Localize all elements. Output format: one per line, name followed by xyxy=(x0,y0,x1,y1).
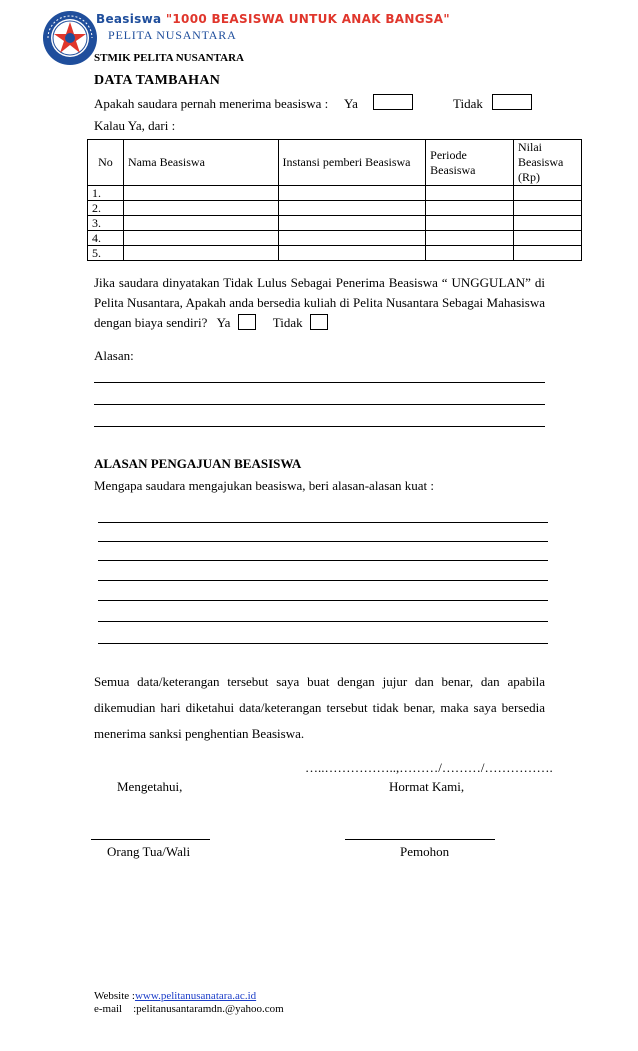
cell-nilai[interactable] xyxy=(514,216,582,231)
alasan-line[interactable] xyxy=(98,643,548,644)
institution-name: STMIK PELITA NUSANTARA xyxy=(94,52,244,64)
cell-periode[interactable] xyxy=(426,246,514,261)
col-header-periode: Periode Beasiswa xyxy=(426,140,514,186)
unggulan-yes-label: Ya xyxy=(216,315,231,330)
website-link[interactable]: www.pelitanusanatara.ac.id xyxy=(134,990,257,1002)
cell-nama[interactable] xyxy=(123,216,278,231)
guardian-name-label: Orang Tua/Wali xyxy=(107,844,191,859)
cell-nilai[interactable] xyxy=(514,231,582,246)
declaration-text: Semua data/keterangan tersebut saya buat dengan jujur dan benar, dan apabila dikemudian hari diketahui data/keterangan tersebut tidak benar, maka saya bersedia menerima sanksi penghentian Beasiswa. xyxy=(94,674,545,741)
cell-instansi[interactable] xyxy=(278,186,426,201)
brand-title xyxy=(96,12,450,26)
unggulan-no-label: Tidak xyxy=(272,315,303,330)
cell-nilai[interactable] xyxy=(514,201,582,216)
option-no-label: Tidak xyxy=(453,96,483,111)
col-header-nilai: Nilai Beasiswa (Rp) xyxy=(514,140,582,186)
cell-nama[interactable] xyxy=(123,201,278,216)
row-number: 3. xyxy=(88,216,124,231)
alasan-line[interactable] xyxy=(98,522,548,523)
reason-label: Alasan: xyxy=(94,348,134,363)
alasan-line[interactable] xyxy=(98,580,548,581)
date-line[interactable]: …..……………..,………/………/……………. xyxy=(305,760,553,775)
cell-nama[interactable] xyxy=(123,246,278,261)
table-row xyxy=(88,231,582,246)
section-title-data-tambahan: DATA TAMBAHAN xyxy=(94,73,221,88)
pelita-nusantara-logo-icon xyxy=(42,10,98,66)
row-number: 5. xyxy=(88,246,124,261)
row-number: 2. xyxy=(88,201,124,216)
cell-instansi[interactable] xyxy=(278,216,426,231)
cell-periode[interactable] xyxy=(426,231,514,246)
option-yes-label: Ya xyxy=(344,96,358,111)
cell-nama[interactable] xyxy=(123,186,278,201)
unggulan-question xyxy=(94,273,545,333)
email-value: pelitanusantaramdn.@yahoo.com xyxy=(136,1003,284,1015)
email-label: e-mail : xyxy=(94,1003,137,1015)
table-row xyxy=(88,216,582,231)
table-row xyxy=(88,186,582,201)
alasan-line[interactable] xyxy=(98,621,548,622)
row-number: 1. xyxy=(88,186,124,201)
col-header-nama: Nama Beasiswa xyxy=(123,140,278,186)
hormat-kami-label: Hormat Kami, xyxy=(389,779,465,794)
checkbox-no[interactable] xyxy=(492,94,532,110)
mengetahui-label: Mengetahui, xyxy=(117,779,183,794)
unggulan-text: Jika saudara dinyatakan Tidak Lulus Sebagai Penerima Beasiswa “ UNGGULAN” di Pelita Nusantara, Apakah anda bersedia kuliah di Pelita Nusantara Sebagai Mahasiswa dengan biaya sendiri? xyxy=(94,275,545,330)
website-label: Website : xyxy=(94,990,135,1002)
reason-line[interactable] xyxy=(94,382,545,383)
cell-periode[interactable] xyxy=(426,186,514,201)
row-number: 4. xyxy=(88,231,124,246)
col-header-no: No xyxy=(88,140,124,186)
cell-nama[interactable] xyxy=(123,231,278,246)
cell-instansi[interactable] xyxy=(278,201,426,216)
brand-slogan: "1000 BEASISWA UNTUK ANAK BANGSA" xyxy=(165,12,450,26)
cell-instansi[interactable] xyxy=(278,246,426,261)
alasan-line[interactable] xyxy=(98,560,548,561)
cell-instansi[interactable] xyxy=(278,231,426,246)
scholarship-table xyxy=(87,139,582,261)
col-header-instansi: Instansi pemberi Beasiswa xyxy=(278,140,426,186)
table-row xyxy=(88,201,582,216)
brand-word: Beasiswa xyxy=(96,12,162,26)
reason-line[interactable] xyxy=(94,404,545,405)
guardian-signature-line[interactable] xyxy=(91,839,210,840)
reason-line[interactable] xyxy=(94,426,545,427)
from-label: Kalau Ya, dari : xyxy=(94,118,176,133)
applicant-signature-line[interactable] xyxy=(345,839,495,840)
footer-website xyxy=(94,990,256,1002)
cell-nilai[interactable] xyxy=(514,246,582,261)
footer-email xyxy=(94,1003,284,1015)
cell-periode[interactable] xyxy=(426,201,514,216)
table-row xyxy=(88,246,582,261)
checkbox-yes[interactable] xyxy=(373,94,413,110)
cell-periode[interactable] xyxy=(426,216,514,231)
table-header-row xyxy=(88,140,582,186)
section-title-alasan: ALASAN PENGAJUAN BEASISWA xyxy=(94,456,302,471)
unggulan-checkbox-yes[interactable] xyxy=(238,314,256,330)
unggulan-checkbox-no[interactable] xyxy=(310,314,328,330)
applicant-name-label: Pemohon xyxy=(400,844,450,859)
alasan-line[interactable] xyxy=(98,541,548,542)
cell-nilai[interactable] xyxy=(514,186,582,201)
alasan-prompt: Mengapa saudara mengajukan beasiswa, beri alasan-alasan kuat : xyxy=(94,478,435,493)
alasan-line[interactable] xyxy=(98,600,548,601)
brand-subtitle: PELITA NUSANTARA xyxy=(108,28,237,42)
scholarship-question: Apakah saudara pernah menerima beasiswa : xyxy=(94,96,329,111)
